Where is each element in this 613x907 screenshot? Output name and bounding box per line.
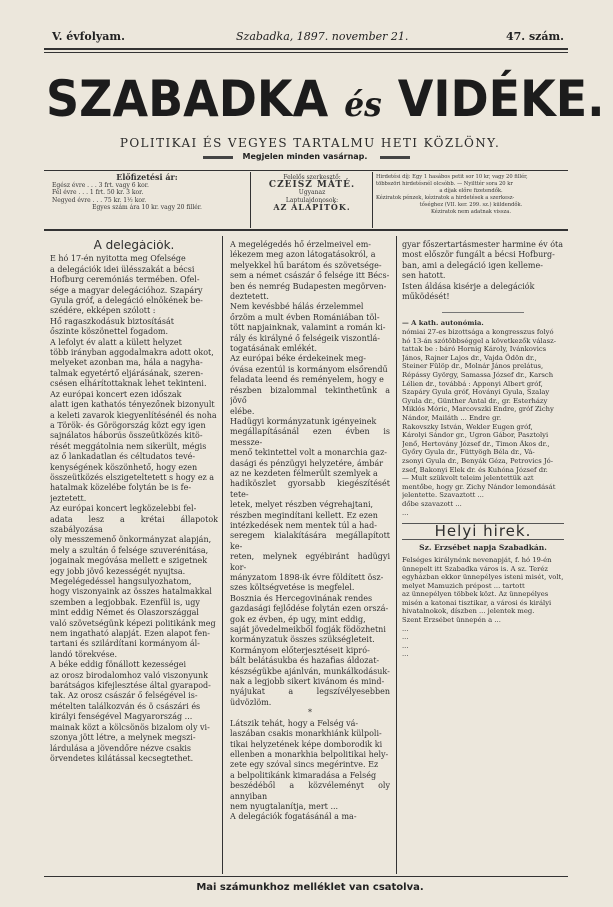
text-line: ... [402,633,409,642]
text-line: mentőbe, hogy gr. Zichy Nándor lemondását [402,482,556,491]
text-line: az ne kezdeten félmerült szemlyek a [230,468,378,478]
editor-label: Felelős szerkesztő: [283,174,341,181]
appears-line: Megjelen minden vasárnap. [242,152,368,161]
text-line: Nándor, Mailáth ... Endre gr. [402,413,502,422]
text-line: most először fungált a bécsi Hofburg- [402,250,555,260]
text-line: feladata leend és reményelem, hogy e [230,375,384,385]
text-line: Hő ragaszkodásuk biztosítását [50,316,175,326]
text-line: intézkedések nem mentek túl a had- [230,520,377,530]
editor-box [256,174,368,212]
volume-label: V. évfolyam. [52,30,125,43]
text-line: nak a legjobb sikert kivánom és mind- [230,677,385,687]
ads-line: tőséghez (VII. ker. 299. sz.) küldendők. [419,202,523,208]
text-line: adata lesz a krétai állapotok szabályozása [50,514,218,534]
text-line: barátságos kifejlesztése által gyarapod- [50,681,211,691]
text-line: zsonyi Gyula dr., Benyák Géza, Petrovics Jó- [402,456,553,465]
text-line: Hofburg ceremóniás termében. Ofel- [50,275,200,285]
article-heading: A delegációk. [93,240,175,252]
text-line: beszédéből a közvéleményt oly annyiban [230,781,390,801]
text-line: örvendetes kilátással kecsegtethet. [50,753,194,763]
info-divider-2 [372,172,373,228]
text-line: mint eddig Német és Olaszországgal [50,608,199,618]
info-bottom-rule [44,229,568,231]
news-heading: Helyi hirek. [402,523,564,539]
ornament-right [380,156,410,159]
text-line: E hó 17-én nyitotta meg Ofelsége [50,254,186,264]
text-line: nómiai 27-es bizottsága a kongresszus folyó [402,328,554,337]
text-line: kormányzatuk összes szükségleteit. [230,635,375,645]
text-line: Miklós Móric, Marcovszki Endre, gróf Zichy [402,405,554,414]
text-line: Kormányom előterjesztéseit kipró- [230,645,370,655]
text-line: tattak be : báró Hornig Károly, Ivánkovics [402,345,547,354]
editor-name: CZEISZ MÁTÉ. [268,179,356,190]
text-line: az ő lankadatlan és céltudatos tevé- [50,452,196,462]
text-line: Felséges királynénk nevenapját, f. hó 19-én [402,555,552,564]
text-line: zsef, Bakonyi Elek dr. és Kuhóna József dr. [402,465,548,474]
ads-line: Kéziratok nem adatnak vissza. [431,209,511,215]
owners-name: AZ ALAPÍTÓK. [273,202,351,212]
text-line: a Török- és Görögország közt egy igen [50,420,206,430]
text-line: hadiköszlet gyorsabb kiegészítését tete- [230,479,390,499]
text-line: seregem kialakítására megállapított ke- [230,531,390,551]
text-line: hó 13-án szótöbbséggel a következők válasz- [402,336,557,345]
text-line: letek, melyet részben végrehajtani, [230,500,374,510]
masthead-title: SZABADKA és VIDÉKE. [46,70,605,128]
text-line: Gyula dr., Günther Antal dr., gr. Esterházy [402,396,548,405]
text-line: rály és királyné ő felségeik viszontlá- [230,333,380,343]
text-line: mételten találkozván és ö császári és [50,701,201,711]
text-line: lékezem meg azon látogatásokról, a [230,250,376,260]
text-line: bált belátásukba és hazafias áldozat- [230,656,380,666]
text-line: ban, ami a delegáció igen kelleme- [402,260,543,270]
info-divider [250,172,251,228]
masthead-subtitle: POLITIKAI ÉS VEGYES TARTALMU HETI KÖZLÖNY. [119,136,501,150]
text-line: reten, melynek egyébiránt hadügyi kor- [230,552,390,572]
column-2 [230,240,390,876]
text-line: gyar főszertartásmester harmine év óta [402,240,563,249]
subscription-row: Fél évre . . . 1 frt. 50 kr. 3 kor. [52,189,144,196]
text-line: landó törekvése. [50,649,118,659]
ads-line: Kéziratok pénzek, kéziratok a hirdetések a szerkesz- [376,195,515,201]
text-line: való szövetségünk képezi politikánk meg [50,618,216,628]
text-line: működését! [402,292,450,302]
text-line: nem nyugtalanítja, mert ... [230,801,339,811]
column-rule-2 [396,236,397,874]
text-line: A megelégedés hő érzelmeivel em- [230,240,371,249]
text-line: Szent Erzsébet ünnepén a ... [402,616,501,625]
text-line: nem ingatható alapját. Ezen alapot fen- [50,629,210,639]
text-line: Gyula gróf, a delegáció elnökének be- [50,296,203,306]
text-line: jogainak megóvása mellett e szigetnek [50,556,208,566]
text-line: Az európai koncert ezen időszak [50,389,182,399]
text-line: Megelégedéssel hangsulyozhatom, [50,577,192,586]
text-line: ... [402,508,409,517]
info-top-rule [44,170,568,171]
text-line: királyi fenségével Magyarország ... [50,712,193,722]
section-divider [442,302,524,313]
text-line: sége a magyar delegációhoz. Szapáry [50,285,203,295]
text-line: menő tekintettel volt a monarchia gaz- [230,448,387,458]
text-line: A delegációk fogatásánál a ma- [230,812,357,822]
text-line: szemben a legjobbak. Ezenfül is, ugy [50,597,200,607]
text-line: összeütközés elszigeteltetett s hogy ez a [50,472,215,482]
text-line: alatt igen kathatós tényezőnek bizonyult [50,400,215,410]
text-line: a belpolitikánk kimaradása a Felség [230,770,377,780]
column-1 [50,240,218,876]
text-line: szes költségvetése is megfelel. [230,583,355,593]
text-line: Nem kevésbbé hálás érzelemmel [230,302,364,312]
text-line: jelentette. Szavaztott ... [402,491,484,500]
text-line: a keleti zavarok kiegyenlítésénél és noha [50,410,217,420]
text-line: az ünnepélyen többek közt. Az ünnepélyes [402,590,549,599]
issue-number: 47. szám. [506,30,565,43]
text-line: szédére, ekképen szólott : [50,306,156,316]
text-line: dőbe szavazott ... [402,499,462,508]
text-line: egyházban ekkor ünnepélyes isteni misét, volt, [402,573,564,582]
text-line: ellenben a monarkhia belpolitikai hely- [230,749,389,759]
text-line: Győry Gyula dr., Füttyögh Béla dr., Vá- [402,448,535,457]
text-line: Bosznia és Hercegovinának rendes [230,593,373,603]
text-line: egy jobb jövő kezességét nyujtsa. [50,566,186,576]
text-line: tikai helyzetének képe domborodik ki [230,739,383,749]
text-line: Isten áldása kisérje a delegációk [402,281,535,291]
header-rule-thin [44,52,568,53]
text-line: tartani és szilárdítani kormányom ál- [50,639,200,649]
text-line: részben megindítani kellett. Ez ezen [230,510,378,520]
subscription-box [52,174,242,212]
text-line: gok ez évben, ép ugy, mint eddig, [230,614,366,624]
text-line: őrzöm a mult évben Romániában töl- [230,312,380,322]
autonomy-heading: — A kath. autonómia. [402,319,484,328]
text-line: ... [402,624,409,633]
text-line: misén a katonai tisztikar, a városi és királyi [402,598,552,607]
text-line: melyeket azonban ma, hála a nagyha- [50,358,203,368]
news-subheading: Sz. Erzsébet napja Szabadkán. [419,542,547,552]
text-line: hogy viszonyaink az összes hatalmakkal [50,587,212,597]
ads-line: többszöri hirdetésnél olcsóbb. — Nyilttér sora 20 kr [376,181,513,187]
place-date: Szabadka, 1897. november 21. [236,30,409,43]
text-line: deztetett. [230,292,269,302]
footer-rule [44,876,568,877]
text-line: sen hatott. [402,271,446,281]
text-line: szonya jött létre, a melynek megszi- [50,733,196,743]
news-section [402,556,564,659]
text-line: tött napjainknak, valamint a román ki- [230,323,386,333]
single-copy-price: Egyes szám ára 10 kr. vagy 20 fillér. [92,204,202,211]
column-3 [402,240,564,876]
text-line: Az európai béke érdekeinek meg- [230,354,367,364]
text-line: János, Rajner Lajos dr., Vajda Ödön dr., [402,353,537,362]
text-line: megállapításánál ezen évben is messze- [230,427,390,447]
text-line: mainak közt a kölcsönös bizalom oly vi- [50,722,210,732]
text-line: hivatalnokok, díszben ... jelentek meg. [402,607,535,616]
text-line: elébe. [230,406,255,416]
text-line: részben bizalommal tekinthetünk a jövő [230,385,390,406]
text-line: talmak egyetértő eljárásának, szeren- [50,368,204,378]
text-line: Steiner Fülöp dr., Molnár János prelátus, [402,362,544,371]
ads-line: Hirdetési díj: Egy 1 hasábos petit sor 10 kr, vagy 20 fillér, [376,174,528,180]
text-line: nyájukat a legszívélyesebben üdvözlöm. [230,687,390,707]
text-line: Károlyi Sándor gr., Ugron Gábor, Pasztolyi [402,431,549,440]
text-line: A béke eddig fönállott kezességei [50,660,186,670]
editor-same: Ugyanaz [298,189,326,196]
subscription-title: Előfizetési ár: [116,172,178,182]
text-line: ... [402,650,409,659]
text-line: Jenő, Hertovány József dr., Timon Ákos dr., [402,439,550,448]
text-line: Szapáry Gyula gróf, Hoványi Gyula, Szalay [402,388,550,397]
text-line: saját jövedelmeikből fogják födözhetni [230,625,386,635]
text-line: Látszik tehát, hogy a Felség vá- [230,718,359,728]
text-line: kenységének köszönhető, hogy ezen [50,462,198,472]
text-line: Hadügyi kormányzatunk igényeinek [230,416,377,426]
text-line: hatalmak közelébe folytán be is fe- [50,483,192,493]
footer-note: Mai számunkhoz melléklet van csatolva. [196,882,424,893]
text-line: óvása ezentúl is kormányom elsőrendű [230,364,388,374]
text-line: oly messzemenő önkormányzat alapján, [50,535,212,545]
text-line: mely a szultán ő felsége szuverénitása, [50,545,209,555]
text-line: Az európai koncert legközelebbi fel- [50,504,197,514]
subscription-row: Egész évre . . . 3 frt. vagy 6 kor. [52,181,149,189]
text-line: melyekkel hű barátom és szövetsége- [230,260,382,270]
autonomy-section [402,319,564,517]
text-line: csésen elhárítottaknak lehet tekinteni. [50,379,207,389]
text-line: több irányban aggodalmakra adott okot, [50,348,214,358]
text-line: — Mult szükvolt teleim jelentettük azt [402,474,534,483]
text-line: az orosz birodalomhoz való viszonyunk [50,670,208,680]
text-line: Rakovszky István, Wekler Eugen gróf, [402,422,533,431]
header-rule [44,48,568,50]
column-rule-1 [222,236,223,874]
text-line: togatásának emlékét. [230,344,318,354]
text-line: jeztetett. [50,493,87,503]
owners-label: Laptulajdonosok: [285,196,339,204]
section-star: * [308,708,312,718]
text-line: ... [402,641,409,650]
ads-line: a díjak előre fizetendők. [439,188,503,194]
text-line: készségükbe ajánlván, munkálkodásuk- [230,666,390,676]
text-line: A lefolyt év alatt a külett helyzet [50,337,182,347]
text-line: őszinte köszönettel fogadom. [50,327,169,337]
text-line: sajnálatos háborús összeütközés kitö- [50,431,203,441]
subscription-row: Negyed évre . . . 75 kr. 1½ kor. [52,196,147,204]
text-line: melyet Mamuzich prépost ... tartott [402,581,525,590]
text-line: mányzatom 1898-ik évre földített ösz- [230,573,384,582]
text-line: dasági és pénzügyi helyzetére, ámbár [230,458,384,468]
text-line: zete egy szóval sincs megérintve. Ez [230,760,379,770]
text-line: sem a német császár ő felsége itt Bécs- [230,271,390,281]
text-line: Répássy György, Samassa József dr., Karsch [402,371,554,379]
text-line: laszában csakis monarkhiánk külpoli- [230,729,382,739]
text-line: a delegációk idei ülésszakát a bécsi [50,264,195,274]
ads-box [376,174,566,216]
text-line: gazdasági fejlődése folytán ezen orszá- [230,604,389,614]
text-line: rését meggátolnia nem sikerült, mégis [50,441,207,451]
text-line: tak. Az orosz császár ő felségével is- [50,691,198,701]
text-line: ünnepelt itt Szabadka város is. A sz. Teréz [402,564,548,573]
text-line: lárdulása a jövendőre nézve csakis [50,743,191,753]
text-line: ben és nemrég Budapesten megörven- [230,281,387,291]
text-line: Lélien dr., továbbá : Apponyi Albert gróf, [402,379,543,388]
